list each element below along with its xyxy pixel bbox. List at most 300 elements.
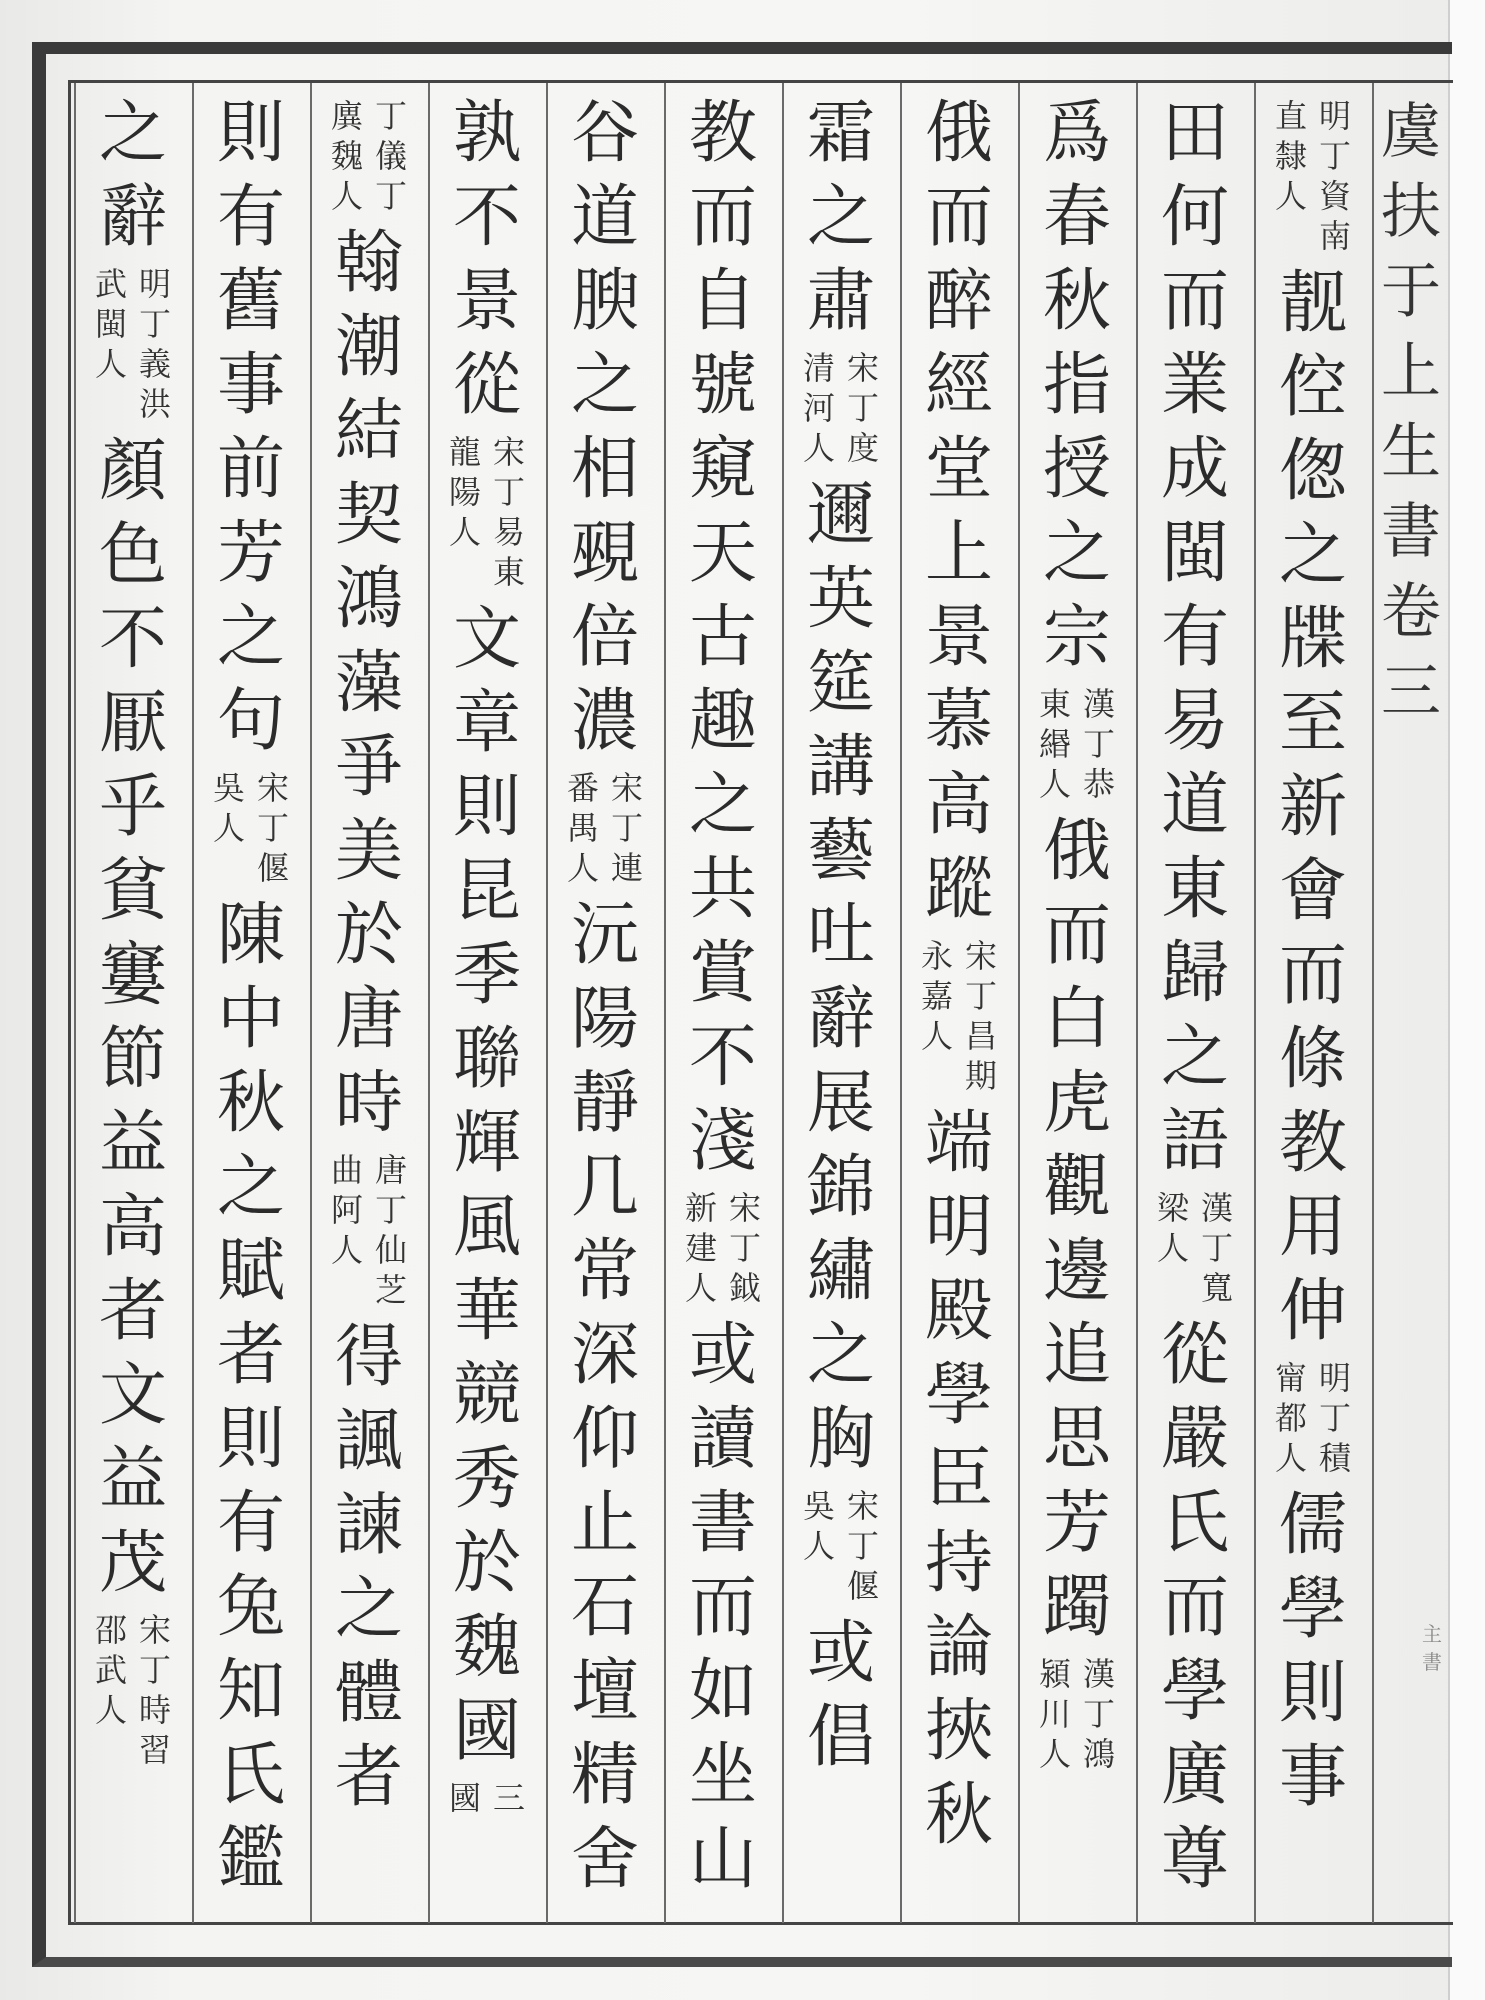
note-char: 宋: [964, 937, 997, 975]
main-char: 閩: [1160, 514, 1229, 593]
note-char: 吳: [802, 1487, 835, 1525]
note-char: 仙: [374, 1231, 407, 1269]
note-char: 人: [566, 849, 599, 887]
main-char: 繡: [806, 1232, 875, 1311]
note-char: 丁: [138, 1651, 171, 1689]
main-char: 諷: [334, 1402, 403, 1481]
main-char: 白: [1042, 980, 1111, 1059]
main-char: 時: [334, 1064, 403, 1143]
margin-char: 主: [1422, 1622, 1442, 1646]
note-char: 直: [1274, 97, 1307, 135]
interlinear-note: [445, 432, 529, 592]
main-char: 風: [452, 1188, 521, 1267]
title-char: 書: [1381, 497, 1441, 567]
main-char: 競: [452, 1356, 521, 1435]
main-char: 國: [452, 1692, 521, 1771]
main-char: 之: [688, 766, 757, 845]
main-char: 華: [452, 1272, 521, 1351]
main-char: 倡: [806, 1698, 875, 1777]
note-char: 番: [566, 769, 599, 807]
note-char: 武: [94, 265, 127, 303]
column-body: [321, 92, 417, 1820]
note-char: 丁: [138, 305, 171, 343]
note-char: 人: [1274, 177, 1307, 215]
main-char: 蹤: [924, 850, 993, 929]
main-char: 則: [216, 1400, 285, 1479]
main-char: 醉: [924, 262, 993, 341]
note-char: 人: [94, 1691, 127, 1729]
main-char: 有: [216, 178, 285, 257]
note-line: [1035, 1654, 1075, 1774]
main-char: 英: [806, 560, 875, 639]
main-char: 授: [1042, 430, 1111, 509]
note-char: 丁: [374, 97, 407, 135]
note-char: 武: [94, 1651, 127, 1689]
main-char: 厭: [98, 684, 167, 763]
main-char: 思: [1042, 1400, 1111, 1479]
main-char: 覡: [570, 514, 639, 593]
column-body: [85, 92, 181, 1776]
note-line: [1271, 96, 1311, 256]
main-char: 坐: [688, 1736, 757, 1815]
note-char: 度: [846, 429, 879, 467]
main-char: 天: [688, 514, 757, 593]
note-char: 丁: [964, 977, 997, 1015]
main-char: 之: [1042, 514, 1111, 593]
main-char: 追: [1042, 1316, 1111, 1395]
main-char: 田: [1160, 94, 1229, 173]
title-char: 上: [1381, 337, 1441, 407]
note-char: 人: [94, 345, 127, 383]
note-char: 義: [138, 345, 171, 383]
main-char: 持: [924, 1524, 993, 1603]
note-char: 人: [802, 1527, 835, 1565]
main-char: 虎: [1042, 1064, 1111, 1143]
main-char: 前: [216, 430, 285, 509]
main-char: 高: [924, 766, 993, 845]
main-char: 語: [1160, 1102, 1229, 1181]
note-line: [681, 1188, 721, 1308]
note-line: [1315, 1358, 1355, 1478]
main-char: 辭: [98, 178, 167, 257]
column-body: [557, 92, 653, 1902]
note-char: 丁: [256, 809, 289, 847]
note-char: 鉞: [728, 1269, 761, 1307]
main-char: 成: [1160, 430, 1229, 509]
main-char: 陽: [570, 980, 639, 1059]
main-char: 而: [688, 1568, 757, 1647]
note-char: 人: [920, 1017, 953, 1055]
main-char: 躅: [1042, 1568, 1111, 1647]
main-char: 尊: [1160, 1820, 1229, 1899]
note-char: 東: [492, 553, 525, 591]
main-char: 之: [806, 178, 875, 257]
main-char: 辭: [806, 980, 875, 1059]
text-column-4: [911, 92, 1007, 1912]
note-char: 人: [330, 177, 363, 215]
main-char: 秋: [924, 1776, 993, 1855]
note-line: [1035, 684, 1075, 804]
note-line: [489, 432, 529, 592]
main-char: 孰: [452, 94, 521, 173]
note-char: 丁: [1082, 725, 1115, 763]
main-char: 仰: [570, 1400, 639, 1479]
main-char: 芳: [216, 514, 285, 593]
interlinear-note: [799, 348, 883, 468]
note-line: [371, 1150, 411, 1310]
main-char: 秋: [216, 1064, 285, 1143]
note-char: 丁: [1082, 1695, 1115, 1733]
note-line: [135, 264, 175, 424]
main-char: 霜: [806, 94, 875, 173]
note-char: 積: [1318, 1439, 1351, 1477]
text-column-9: [321, 92, 417, 1912]
note-char: 資: [1318, 177, 1351, 215]
column-rule: [1372, 83, 1374, 1923]
main-char: 深: [570, 1316, 639, 1395]
main-char: 唐: [334, 980, 403, 1059]
text-column-3: [1029, 92, 1125, 1912]
main-char: 濃: [570, 682, 639, 761]
column-rule: [1136, 83, 1138, 1923]
title-char: 三: [1381, 657, 1441, 727]
main-char: 邇: [806, 476, 875, 555]
main-char: 何: [1160, 178, 1229, 257]
note-char: 宋: [846, 349, 879, 387]
main-char: 者: [334, 1738, 403, 1817]
main-char: 藻: [334, 644, 403, 723]
main-char: 教: [1278, 1104, 1347, 1183]
main-char: 端: [924, 1104, 993, 1183]
main-char: 者: [216, 1316, 285, 1395]
note-char: 時: [138, 1691, 171, 1729]
main-char: 腴: [570, 262, 639, 341]
main-char: 講: [806, 728, 875, 807]
note-line: [91, 1610, 131, 1770]
note-char: 恭: [1082, 765, 1115, 803]
main-char: 堂: [924, 430, 993, 509]
title-text: [1375, 92, 1447, 732]
main-char: 不: [688, 1018, 757, 1097]
note-char: 儀: [374, 137, 407, 175]
note-char: 人: [212, 809, 245, 847]
note-char: 明: [1318, 97, 1351, 135]
main-char: 道: [570, 178, 639, 257]
note-line: [327, 96, 367, 216]
main-char: 舊: [216, 262, 285, 341]
title-char: 扶: [1381, 177, 1441, 247]
main-char: 壇: [570, 1652, 639, 1731]
note-char: 人: [330, 1231, 363, 1269]
main-char: 指: [1042, 346, 1111, 425]
main-char: 如: [688, 1652, 757, 1731]
note-line: [843, 1486, 883, 1606]
note-char: 丁: [846, 389, 879, 427]
note-char: 漢: [1200, 1189, 1233, 1227]
note-char: 連: [610, 849, 643, 887]
main-char: 而: [1278, 936, 1347, 1015]
main-char: 事: [1278, 1738, 1347, 1817]
main-char: 得: [334, 1318, 403, 1397]
main-char: 秋: [1042, 262, 1111, 341]
main-char: 或: [806, 1614, 875, 1693]
main-char: 條: [1278, 1020, 1347, 1099]
interlinear-note: [1153, 1188, 1237, 1308]
main-char: 谷: [570, 94, 639, 173]
main-char: 景: [452, 262, 521, 341]
note-char: 建: [684, 1229, 717, 1267]
main-char: 文: [98, 1356, 167, 1435]
main-char: 易: [1160, 682, 1229, 761]
main-char: 東: [1160, 850, 1229, 929]
main-char: 顏: [98, 432, 167, 511]
main-char: 有: [1160, 598, 1229, 677]
note-char: 洪: [138, 385, 171, 423]
interlinear-note: [327, 96, 411, 216]
main-char: 芳: [1042, 1484, 1111, 1563]
main-char: 結: [334, 392, 403, 471]
main-char: 偬: [1278, 432, 1347, 511]
main-char: 之: [1278, 516, 1347, 595]
note-line: [1271, 1358, 1311, 1478]
note-line: [1153, 1188, 1193, 1308]
note-line: [725, 1188, 765, 1308]
note-char: 唐: [374, 1151, 407, 1189]
main-char: 窶: [98, 936, 167, 1015]
interlinear-note: [91, 1610, 175, 1770]
main-char: 章: [452, 684, 521, 763]
main-char: 用: [1278, 1188, 1347, 1267]
note-char: 人: [1038, 1735, 1071, 1773]
main-char: 爲: [1042, 94, 1111, 173]
note-char: 丁: [1318, 1399, 1351, 1437]
main-char: 翰: [334, 224, 403, 303]
main-char: 之: [806, 1316, 875, 1395]
note-char: 丁: [610, 809, 643, 847]
main-char: 從: [452, 346, 521, 425]
note-char: 偃: [256, 849, 289, 887]
main-char: 則: [216, 94, 285, 173]
main-char: 山: [688, 1820, 757, 1899]
main-char: 茂: [98, 1524, 167, 1603]
main-char: 道: [1160, 766, 1229, 845]
main-char: 廣: [1160, 1736, 1229, 1815]
main-char: 契: [334, 476, 403, 555]
main-char: 從: [1160, 1316, 1229, 1395]
note-line: [209, 768, 249, 888]
note-char: 漢: [1082, 1655, 1115, 1693]
main-char: 儒: [1278, 1486, 1347, 1565]
main-char: 牒: [1278, 600, 1347, 679]
main-char: 自: [688, 262, 757, 341]
interlinear-note: [91, 264, 175, 424]
main-char: 於: [334, 896, 403, 975]
main-char: 而: [924, 178, 993, 257]
note-char: 人: [1274, 1439, 1307, 1477]
text-column-8: [439, 92, 535, 1912]
main-char: 歸: [1160, 934, 1229, 1013]
main-char: 宗: [1042, 598, 1111, 677]
note-char: 三: [492, 1779, 525, 1817]
main-char: 經: [924, 346, 993, 425]
main-char: 知: [216, 1652, 285, 1731]
main-char: 之: [334, 1570, 403, 1649]
column-rule: [192, 83, 194, 1923]
note-char: 緡: [1038, 725, 1071, 763]
note-line: [799, 1486, 839, 1606]
interlinear-note: [1271, 96, 1355, 256]
note-char: 東: [1038, 685, 1071, 723]
main-char: 明: [924, 1188, 993, 1267]
main-char: 高: [98, 1188, 167, 1267]
note-char: 邵: [94, 1611, 127, 1649]
note-char: 國: [448, 1779, 481, 1817]
main-char: 學: [1278, 1570, 1347, 1649]
note-char: 吳: [212, 769, 245, 807]
main-char: 輝: [452, 1104, 521, 1183]
note-char: 阿: [330, 1191, 363, 1229]
note-line: [799, 348, 839, 468]
note-char: 宋: [610, 769, 643, 807]
note-char: 明: [1318, 1359, 1351, 1397]
main-char: 色: [98, 516, 167, 595]
note-line: [371, 96, 411, 216]
note-line: [135, 1610, 175, 1770]
main-char: 學: [1160, 1652, 1229, 1731]
main-char: 中: [216, 980, 285, 1059]
column-rule: [428, 83, 430, 1923]
main-char: 氏: [1160, 1484, 1229, 1563]
main-char: 諫: [334, 1486, 403, 1565]
main-char: 窺: [688, 430, 757, 509]
note-char: 人: [802, 429, 835, 467]
note-char: 川: [1038, 1695, 1071, 1733]
main-char: 殿: [924, 1272, 993, 1351]
note-line: [445, 432, 485, 592]
note-char: 南: [1318, 217, 1351, 255]
main-char: 新: [1278, 768, 1347, 847]
main-char: 論: [924, 1608, 993, 1687]
note-char: 都: [1274, 1399, 1307, 1437]
note-char: 漢: [1082, 685, 1115, 723]
main-char: 趣: [688, 682, 757, 761]
main-char: 靓: [1278, 264, 1347, 343]
note-char: 丁: [728, 1229, 761, 1267]
note-char: 人: [684, 1269, 717, 1307]
main-char: 不: [98, 600, 167, 679]
main-char: 節: [98, 1020, 167, 1099]
text-column-5: [793, 92, 889, 1912]
note-char: 丁: [374, 1191, 407, 1229]
main-char: 賞: [688, 934, 757, 1013]
note-char: 梁: [1156, 1189, 1189, 1227]
column-body: [1147, 92, 1243, 1902]
note-char: 宋: [492, 433, 525, 471]
main-char: 俄: [924, 94, 993, 173]
main-char: 靜: [570, 1064, 639, 1143]
main-char: 句: [216, 682, 285, 761]
main-char: 肅: [806, 262, 875, 341]
interlinear-note: [917, 936, 1001, 1096]
column-rule: [74, 83, 76, 1923]
note-char: 宋: [846, 1487, 879, 1525]
interlinear-note: [445, 1778, 529, 1818]
column-body: [439, 92, 535, 1824]
note-char: 甯: [1274, 1359, 1307, 1397]
note-line: [843, 348, 883, 468]
main-char: 錦: [806, 1148, 875, 1227]
main-char: 聯: [452, 1020, 521, 1099]
main-char: 石: [570, 1568, 639, 1647]
text-column-7: [557, 92, 653, 1912]
interlinear-note: [1035, 684, 1119, 804]
interlinear-note: [327, 1150, 411, 1310]
note-char: 宋: [728, 1189, 761, 1227]
column-body: [1265, 92, 1361, 1820]
note-char: 魏: [330, 137, 363, 175]
main-char: 益: [98, 1104, 167, 1183]
interlinear-note: [681, 1188, 765, 1308]
text-column-10: [203, 92, 299, 1912]
main-char: 秀: [452, 1440, 521, 1519]
note-char: 潁: [1038, 1655, 1071, 1693]
main-char: 陳: [216, 896, 285, 975]
main-char: 古: [688, 598, 757, 677]
main-char: 之: [1160, 1018, 1229, 1097]
main-char: 而: [688, 178, 757, 257]
note-line: [489, 1778, 529, 1818]
main-char: 者: [98, 1272, 167, 1351]
note-char: 人: [448, 513, 481, 551]
note-char: 曲: [330, 1151, 363, 1189]
main-char: 之: [570, 346, 639, 425]
note-char: 新: [684, 1189, 717, 1227]
note-char: 宋: [256, 769, 289, 807]
main-char: 沅: [570, 896, 639, 975]
note-line: [607, 768, 647, 888]
note-char: 鴻: [1082, 1735, 1115, 1773]
column-rule: [1018, 83, 1020, 1923]
column-rule: [900, 83, 902, 1923]
interlinear-note: [563, 768, 647, 888]
note-line: [1197, 1188, 1237, 1308]
note-line: [253, 768, 293, 888]
column-body: [793, 92, 889, 1780]
text-column-11: [85, 92, 181, 1912]
main-char: 教: [688, 94, 757, 173]
main-char: 慕: [924, 682, 993, 761]
main-char: 之: [98, 94, 167, 173]
main-char: 學: [924, 1356, 993, 1435]
main-char: 體: [334, 1654, 403, 1733]
main-char: 淺: [688, 1102, 757, 1181]
note-line: [91, 264, 131, 424]
main-char: 景: [924, 598, 993, 677]
note-char: 易: [492, 513, 525, 551]
note-char: 丁: [1318, 137, 1351, 175]
main-char: 則: [1278, 1654, 1347, 1733]
main-char: 事: [216, 346, 285, 425]
column-rule: [782, 83, 784, 1923]
interlinear-note: [799, 1486, 883, 1606]
main-char: 嚴: [1160, 1400, 1229, 1479]
main-char: 則: [452, 768, 521, 847]
note-char: 丁: [846, 1527, 879, 1565]
main-char: 止: [570, 1484, 639, 1563]
main-char: 讀: [688, 1400, 757, 1479]
main-char: 魏: [452, 1608, 521, 1687]
main-char: 藝: [806, 812, 875, 891]
